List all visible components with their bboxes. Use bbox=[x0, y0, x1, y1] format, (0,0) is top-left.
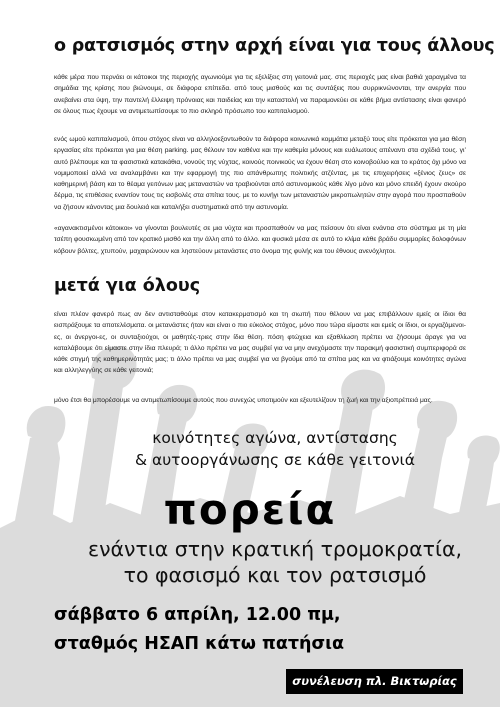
heading-bottom: μετά για όλους bbox=[54, 276, 201, 296]
date-time: σάββατο 6 απρίλη, 12.00 πμ, bbox=[54, 605, 341, 625]
heading-top: ο ρατσισμός στην αρχή είναι για τους άλλους bbox=[54, 36, 495, 56]
slogan-line-2: & αυτοοργάνωσης σε κάθε γειτονιά bbox=[134, 451, 416, 469]
slogan-line-1: κοινότητες αγώνα, αντίστασης bbox=[152, 429, 398, 447]
march-subtitle-2: το φασισμό και τον ρατσισμό bbox=[123, 563, 427, 587]
location: σταθμός ΗΣΑΠ κάτω πατήσια bbox=[54, 634, 344, 654]
paragraph-bottom-2: μόνο έτσι θα μπορέσουμε να αντιμετωπίσουμε αυτούς που συνεχώς υποτιμούν και εξευτελίζουν τη ζωή και την αξιοπρέπειά μας. bbox=[54, 397, 433, 404]
march-title: πορεία bbox=[163, 485, 337, 534]
paragraph-top-3: «αγανακτισμένοι κάτοικοι» να γίνονται βουλευτές σε μια νύχτα και προσπαθούν να μας πείσουν ότι είναι ενάντια στο σύστημα με τη μία τσέπη φουσκωμένη από τον κρατικό μισθό και την άλλη από το άλλο. και φυσικά μέσα σε αυτό το κλίμα κάθε βράδυ συμμορίες δολοφόνων κόβουν βόλτες, χτυπούν, μαχαιρώνουν και ληστεύουν μετανάστες στο όνομα της φυλής και του έθνους ανενόχλητοι. bbox=[54, 225, 466, 255]
march-subtitle-1: ενάντια στην κρατική τρομοκρατία, bbox=[88, 537, 462, 561]
paragraph-bottom-1: είναι πλέον φανερό πως αν δεν αντισταθούμε στον κατακερματισμό και τη σιωπή που θέλουν να μας επιβάλλουν εμείς οι ίδιοι θα εισπράξουμε τα αποτελέσματα. οι μετανάστες ήταν και είναι ο πιο εύκολος στόχος, μόνο που τώρα είμαστε και εμείς οι ίδιοι, οι εργαζόμενοι-ες, οι άνεργοι-ες, οι συνταξιούχοι, οι μαθητές-τριες στην ίδια θέση. πόση φτώχεια και εξαθλίωση πρέπει να ζήσουμε άραγε για να καταλάβουμε ότι είμαστε στην ίδια πλευρά; τι άλλο πρέπει να μας συμβεί για να μην ανεχόμαστε την παρακμή φασιστική συμπεριφορά σε κάθε στιγμή της καθημερινότητάς μας; τι άλλο πρέπει να μας συμβεί για να βγούμε από τα σπίτια μας και να φτιάξουμε κοινότητες αγώνα και αλληλεγγύης σε κάθε γειτονιά; bbox=[54, 311, 466, 375]
paragraph-top-1: κάθε μέρα που περνάει οι κάτοικοι της περιοχής αγωνιούμε για τις εξελίξεις στη γειτονιά μας. στις περιοχές μας είναι βαθιά χαραγμένα τα σημάδια της κρίσης που βιώνουμε, σε διάφορα επίπεδα. από τους μισθούς και τις συντάξεις που συρρικνώνονται, την ανεργία που ανεβαίνει στα ύψη, την παντελή έλλειψη πρόνοιας και παιδείας και την καταστολή να παραμονεύει σε κάθε βήμα αντίστασης είναι φανερό σε όλους πως έχουμε να αντιμετωπίσουμε το πιο σκληρό πρόσωπο του καπιταλισμού. bbox=[54, 74, 466, 115]
paragraph-top-2: ενός ωμού καπιταλισμού, όπου στόχος είναι να αλληλοεξοντωθούν τα διάφορα κοινωνικά κομμάτια μεταξύ τους είτε πρόκειται για μια θέση εργασίας είτε πρόκειται για μια θέση parking. μας θέλουν τον καθένα και την καθεμία μόνους και ευάλωτους απέναντι στα σχέδιά τους. γι’ αυτό βλέπουμε και τα φασιστικά κατακάθια, νονούς της νύχτας, κοινούς ποινικούς να έχουν θέση στο κοινοβούλιο και το κράτος όχι μόνο να νομιμοποιεί αλλά να αναλαμβάνει και την εφαρμογή της πιο απάνθρωπης πολιτικής ατζέντας, με τις επιχειρήσεις «ξένιος ζευς» σε καθημερινή βάση και το θέαμα γειτόνων μας μεταναστών να τραβιούνται από αστυνομικούς κάθε λίγο μόνο και μόνο επειδή έχουν σκούρο δέρμα, τις επιθέσεις εναντίον τους τις εισβολές στα σπίτια τους. με το κυνήγι των μεταναστών μικροπωλητών στην αγορά που προσπαθούν να ζήσουν κάνοντας μια δουλειά και καταλήξει συστηματικά από την αστυνομία. bbox=[54, 136, 466, 211]
signature-badge: συνέλευση πλ. Βικτωρίας bbox=[286, 669, 463, 694]
